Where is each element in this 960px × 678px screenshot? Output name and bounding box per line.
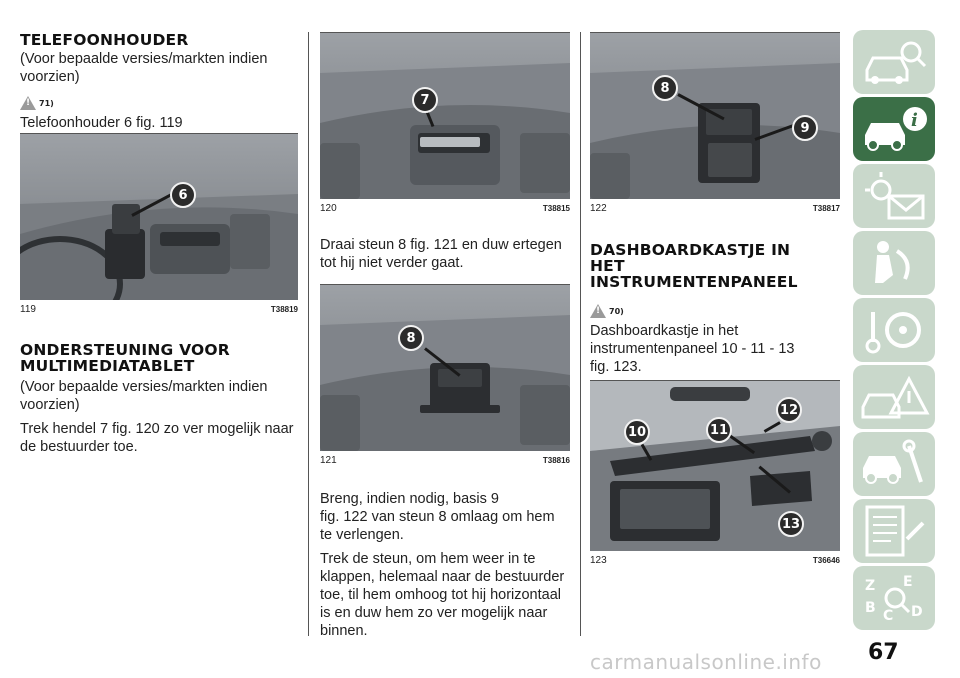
figure-photo xyxy=(20,134,298,300)
warning-lights-icon xyxy=(853,164,935,228)
figure-photo xyxy=(320,285,570,451)
figure-120 xyxy=(320,32,570,214)
figure-121 xyxy=(320,284,570,466)
section-dashboard xyxy=(590,242,840,376)
svg-text:B: B xyxy=(865,600,876,616)
tab-car-wrench[interactable] xyxy=(853,432,935,496)
tab-alphabetical-index[interactable] xyxy=(853,566,935,630)
callout-10: 10 xyxy=(624,419,650,445)
section-heading-tablet-line2: MULTIMEDIATABLET xyxy=(20,357,195,375)
body-text: fig. 122 van steun 8 omlaag om hem te verlengen. xyxy=(320,509,555,543)
callout-8: 8 xyxy=(398,325,424,351)
car-warning-triangle-icon xyxy=(853,365,935,429)
phone-holder-illustration xyxy=(20,134,298,300)
page-number: 67 xyxy=(868,640,899,665)
figure-code: T36646 xyxy=(812,556,840,565)
warning-reference xyxy=(590,296,840,318)
car-wrench-icon xyxy=(853,432,935,496)
figure-number: 121 xyxy=(320,455,337,466)
body-text: fig. 123. xyxy=(590,359,642,375)
callout-9: 9 xyxy=(792,115,818,141)
warning-triangle-icon xyxy=(590,304,606,318)
section-heading-line3: INSTRUMENTENPANEEL xyxy=(590,273,798,291)
figure-code: T38815 xyxy=(542,204,570,213)
svg-text:D: D xyxy=(911,604,923,620)
tab-car-warning[interactable] xyxy=(853,365,935,429)
body-text: Dashboardkastje in het xyxy=(590,323,739,339)
figure-122 xyxy=(590,32,840,214)
callout-8: 8 xyxy=(652,75,678,101)
body-text: Breng, indien nodig, basis 9 xyxy=(320,491,499,507)
column-divider xyxy=(580,32,581,636)
site-watermark: carmanualsonline.info xyxy=(590,650,822,674)
figure-number: 120 xyxy=(320,203,337,214)
callout-11: 11 xyxy=(706,417,732,443)
section-heading-telefoonhouder: TELEFOONHOUDER xyxy=(20,31,189,49)
body-text: Draai steun 8 fig. 121 en duw ertegen tot hij niet verder gaat. xyxy=(320,237,562,271)
body-text: instrumentenpaneel 10 - 11 - 13 xyxy=(590,341,795,357)
callout-13: 13 xyxy=(778,511,804,537)
tablet-lever-illustration xyxy=(320,33,570,199)
svg-text:E: E xyxy=(903,574,913,590)
airbag-seat-icon xyxy=(853,231,935,295)
figure-number: 123 xyxy=(590,555,607,566)
section-heading-line2: HET xyxy=(590,257,625,275)
warning-ref-number: 70) xyxy=(609,307,624,316)
figure-photo xyxy=(590,381,840,551)
warning-reference xyxy=(20,88,298,110)
tab-warning-lights[interactable] xyxy=(853,164,935,228)
figure-code: T38819 xyxy=(270,305,298,314)
callout-12: 12 xyxy=(776,397,802,423)
spec-sheet-icon xyxy=(853,499,935,563)
figure-number: 122 xyxy=(590,203,607,214)
section-tablet xyxy=(20,342,298,456)
alphabet-index-icon xyxy=(853,566,935,630)
svg-text:C: C xyxy=(883,608,894,624)
callout-7: 7 xyxy=(412,87,438,113)
tab-car-search[interactable] xyxy=(853,30,935,94)
section-heading-tablet-line1: ONDERSTEUNING VOOR xyxy=(20,341,230,359)
warning-triangle-icon xyxy=(20,96,36,110)
steering-key-icon xyxy=(853,298,935,362)
figure-code: T38816 xyxy=(542,456,570,465)
tab-steering-key[interactable] xyxy=(853,298,935,362)
figure-number: 119 xyxy=(20,304,36,315)
tab-airbag-seat[interactable] xyxy=(853,231,935,295)
chapter-sidebar xyxy=(853,30,935,633)
warning-ref-number: 71) xyxy=(39,99,54,108)
svg-text:Z: Z xyxy=(865,578,876,594)
figure-code: T38817 xyxy=(812,204,840,213)
tab-specifications[interactable] xyxy=(853,499,935,563)
figure-photo xyxy=(590,33,840,199)
figure-119 xyxy=(20,133,298,315)
body-text: Telefoonhouder 6 fig. 119 xyxy=(20,115,183,131)
car-info-icon xyxy=(853,97,935,161)
figure-123 xyxy=(590,380,840,566)
callout-6: 6 xyxy=(170,182,196,208)
svg-text:i: i xyxy=(911,110,918,131)
car-search-icon xyxy=(853,30,935,94)
body-text: Trek hendel 7 fig. 120 zo ver mogelijk naar de bestuurder toe. xyxy=(20,421,294,455)
availability-note: (Voor bepaalde versies/markten indien voorzien) xyxy=(20,379,268,413)
section-heading-line1: DASHBOARDKASTJE IN xyxy=(590,241,791,259)
instructions xyxy=(320,490,570,640)
column-1 xyxy=(20,0,298,455)
availability-note: (Voor bepaalde versies/markten indien voorzien) xyxy=(20,51,268,85)
tab-car-info[interactable] xyxy=(853,97,935,161)
column-divider xyxy=(308,32,309,636)
tablet-support-illustration xyxy=(320,285,570,451)
figure-photo xyxy=(320,33,570,199)
body-text: Trek de steun, om hem weer in te klappen, helemaal naar de bestuurder toe, til hem omhoog tot hij horizontaal is en duw hem zo ver mogelijk naar binnen. xyxy=(320,551,565,639)
